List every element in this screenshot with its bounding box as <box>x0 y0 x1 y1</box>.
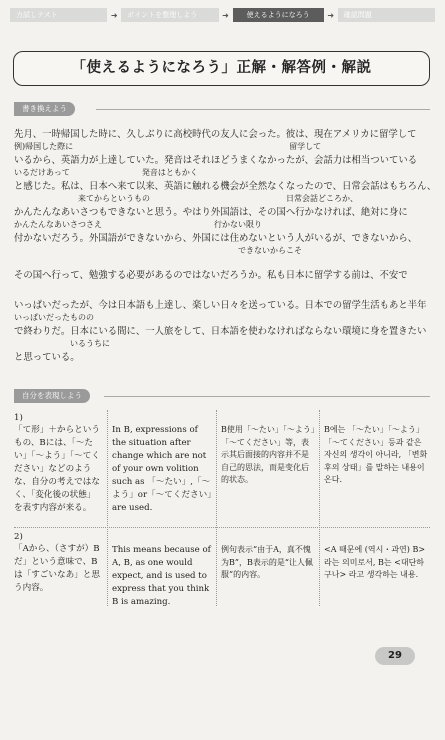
arrow-right-icon: ➜ <box>327 10 335 20</box>
rewrite-answer: 例)帰国した際に 留学して <box>14 142 322 151</box>
arrow-right-icon: ➜ <box>222 10 229 20</box>
column-divider <box>107 410 108 606</box>
rewrite-answer: いるだけあって 発音はともかく <box>14 168 198 177</box>
page-number: 29 <box>375 647 415 665</box>
passage-line: いるから、英語力が上達していた。発音はそれほどうまくなかったが、会話力は相当ついている <box>14 155 418 166</box>
chinese-explanation: B使用「～たい」「～よう」「～てください」等，表示其后面接的内容并不是自己的思法，而是变化后的状态。 <box>221 425 315 484</box>
explanation-grid <box>14 410 430 606</box>
item-number: 2) <box>14 532 23 542</box>
passage-line: で終わりだ。日本にいる間に、一人旅をして、日本語を使わなければならない環境に身を置きたい <box>14 326 427 337</box>
passage-line: と思っている。 <box>14 352 80 363</box>
rewrite-answer: 来てからというもの 日常会話どころか、 <box>14 194 358 203</box>
section-label-express: 自分を表現しよう <box>14 389 90 403</box>
rewrite-passage <box>14 128 437 370</box>
rewrite-answer: かんたんなあいさつさえ 行かない限り <box>14 220 262 229</box>
english-explanation: This means because of A, B, as one would expect, and is used to express that you think B is amazing. <box>112 545 211 607</box>
passage-line: その国へ行って、勉強する必要があるのではないだろうか。私も日本に留学する前は、不安で <box>14 270 408 281</box>
rewrite-answer: いるうちに <box>14 339 110 348</box>
japanese-text: 「Aから、（さすが）Bだ」という意味で、Bは「すごいなあ」と思う内容。 <box>14 544 100 593</box>
korean-explanation: B에는 「～たい」「～よう」「～てください」등과 같은 자신의 생각이 아니라, 「변화 후의 상태」를 말하는 내용이 온다. <box>324 425 428 484</box>
passage-line: いっぱいだったが、今は日本語も上達し、楽しい日々を送っている。日本での留学生活もあと半年 <box>14 300 427 311</box>
rewrite-answer <box>14 364 430 368</box>
japanese-text: 「て形」＋からというもの、Bには、「～たい」「～よう」「～てください」などのような、自分の考えではなく、「変化後の状態」を表す内容が来る。 <box>14 425 100 513</box>
page-title: 「使えるようになろう」正解・解答例・解説 <box>13 51 430 86</box>
divider <box>96 109 430 110</box>
passage-line: かんたんなあいさつもできないと思う。やはり外国語は、その国へ行かなければ、絶対に身に <box>14 207 408 218</box>
passage-line: 先月、一時帰国した時に、久しぶりに高校時代の友人に会った。彼は、現在アメリカに留学して <box>14 129 417 140</box>
chinese-explanation: 例句表示“由于A，真不愧为B”，B表示的是“让人佩服”的内容。 <box>221 545 313 579</box>
column-divider <box>319 410 320 606</box>
korean-explanation: <A 때문에 (역시・과연) B> 라는 의미로서, B는 <대단하구나> 라고 생각하는 내용. <box>324 545 426 579</box>
passage-line: 付かないだろう。外国語ができないから、外国には住めないという人がいるが、できないから、 <box>14 233 418 244</box>
english-explanation: In B, expressions of the situation after change which are not of your own volition such as 「～たい」,「～よう」or「～てください」are used. <box>112 425 212 513</box>
item-number: 1) <box>14 413 23 423</box>
rewrite-answer <box>14 282 430 286</box>
passage-line: と感じた。私は、日本へ来て以来、英語に触れる機会が全然なくなったので、日常会話はもちろん、 <box>14 181 437 192</box>
step-tab: 確認問題 <box>338 8 435 22</box>
column-divider <box>216 410 217 606</box>
step-tab-active: 使えるようになろう <box>233 8 324 22</box>
japanese-explanation <box>14 531 104 727</box>
divider <box>104 396 430 397</box>
step-navigation <box>10 7 435 23</box>
step-tab: ポイントを整理しよう <box>121 8 218 22</box>
step-tab: 力試しテスト <box>10 8 107 22</box>
rewrite-answer: できないからこそ <box>14 246 302 255</box>
arrow-right-icon: ➜ <box>110 10 118 20</box>
section-label-rewrite: 書き換えよう <box>14 102 75 116</box>
rewrite-answer: いっぱいだったものの <box>14 313 94 322</box>
